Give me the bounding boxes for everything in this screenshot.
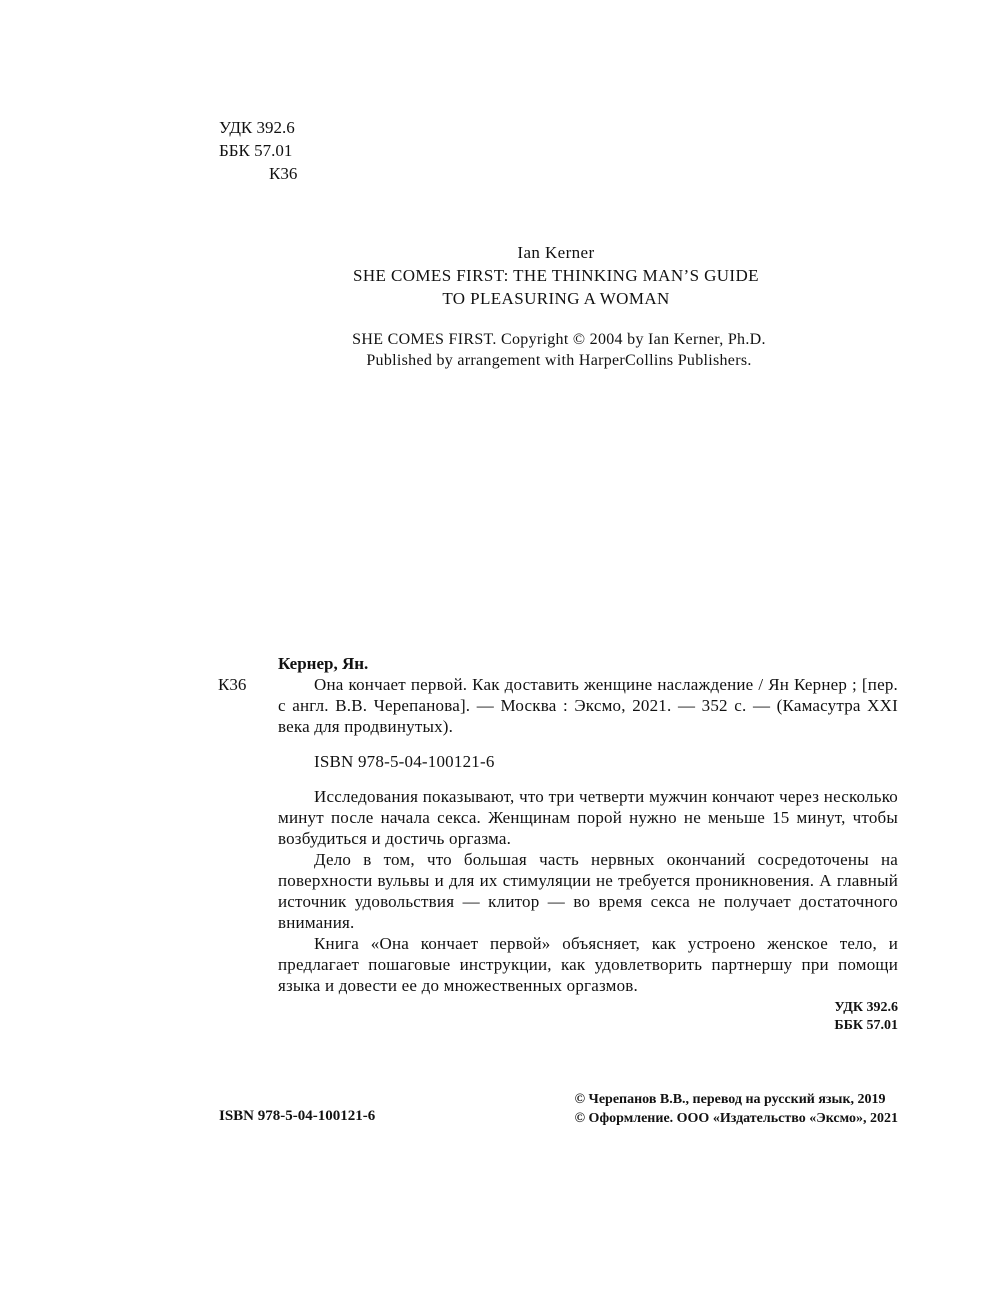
copyright-footer: [575, 1090, 898, 1128]
rights-block: [300, 329, 818, 371]
udk-code-right: УДК 392.6: [834, 1000, 898, 1015]
bib-mark: К36: [218, 675, 247, 694]
udk-code: УДК 392.6: [219, 118, 295, 137]
bib-author: Кернер, Ян.: [278, 654, 369, 673]
original-author: Ian Kerner: [517, 243, 595, 262]
bib-description: Она кончает первой. Как доставить женщине наслаждение / Ян Кернер ; [пер. с англ. В.В. Черепанова]. — Москва : Эксмо, 2021. — 352 с. — (Камасутра XXI века для продвинутых).: [278, 675, 898, 736]
original-title-line1: SHE COMES FIRST: THE THINKING MAN’S GUIDE: [353, 266, 759, 285]
annotation-paragraph-3: Книга «Она кончает первой» объясняет, как устроено женское тело, и предлагает пошаговые инструкции, как удовлетворить партнершу при помощи языка и довести ее до множественных оргазмов.: [278, 934, 898, 995]
author-mark: К36: [269, 164, 298, 183]
bbk-code: ББК 57.01: [219, 141, 293, 160]
bbk-code-right: ББК 57.01: [834, 1018, 898, 1033]
isbn-footer: ISBN 978-5-04-100121-6: [219, 1108, 376, 1124]
arrangement-note: Published by arrangement with HarperCollins Publishers.: [366, 352, 752, 369]
original-copyright: SHE COMES FIRST. Copyright © 2004 by Ian Kerner, Ph.D.: [352, 331, 766, 348]
annotation-paragraph-2: Дело в том, что большая часть нервных окончаний сосредоточены на поверхности вульвы и для их стимуляции не требуется проникновения. А главный источник удовольствия — клитор — во время секса не получает достаточного внимания.: [278, 850, 898, 932]
original-edition-block: [300, 241, 812, 310]
bibliographic-record: [218, 653, 898, 996]
original-title-line2: TO PLEASURING A WOMAN: [442, 289, 670, 308]
annotation: [278, 786, 898, 996]
classification-codes: [219, 116, 297, 185]
annotation-paragraph-1: Исследования показывают, что три четверти мужчин кончают через несколько минут после начала секса. Женщинам порой нужно не меньше 15 минут, чтобы возбудиться и достичь оргазма.: [278, 787, 898, 848]
design-copyright: © Оформление. ООО «Издательство «Эксмо», 2021: [574, 1111, 898, 1126]
bib-isbn: ISBN 978-5-04-100121-6: [314, 752, 495, 771]
classification-codes-right: [834, 999, 898, 1035]
translation-copyright: © Черепанов В.В., перевод на русский язык, 2019: [574, 1092, 886, 1107]
